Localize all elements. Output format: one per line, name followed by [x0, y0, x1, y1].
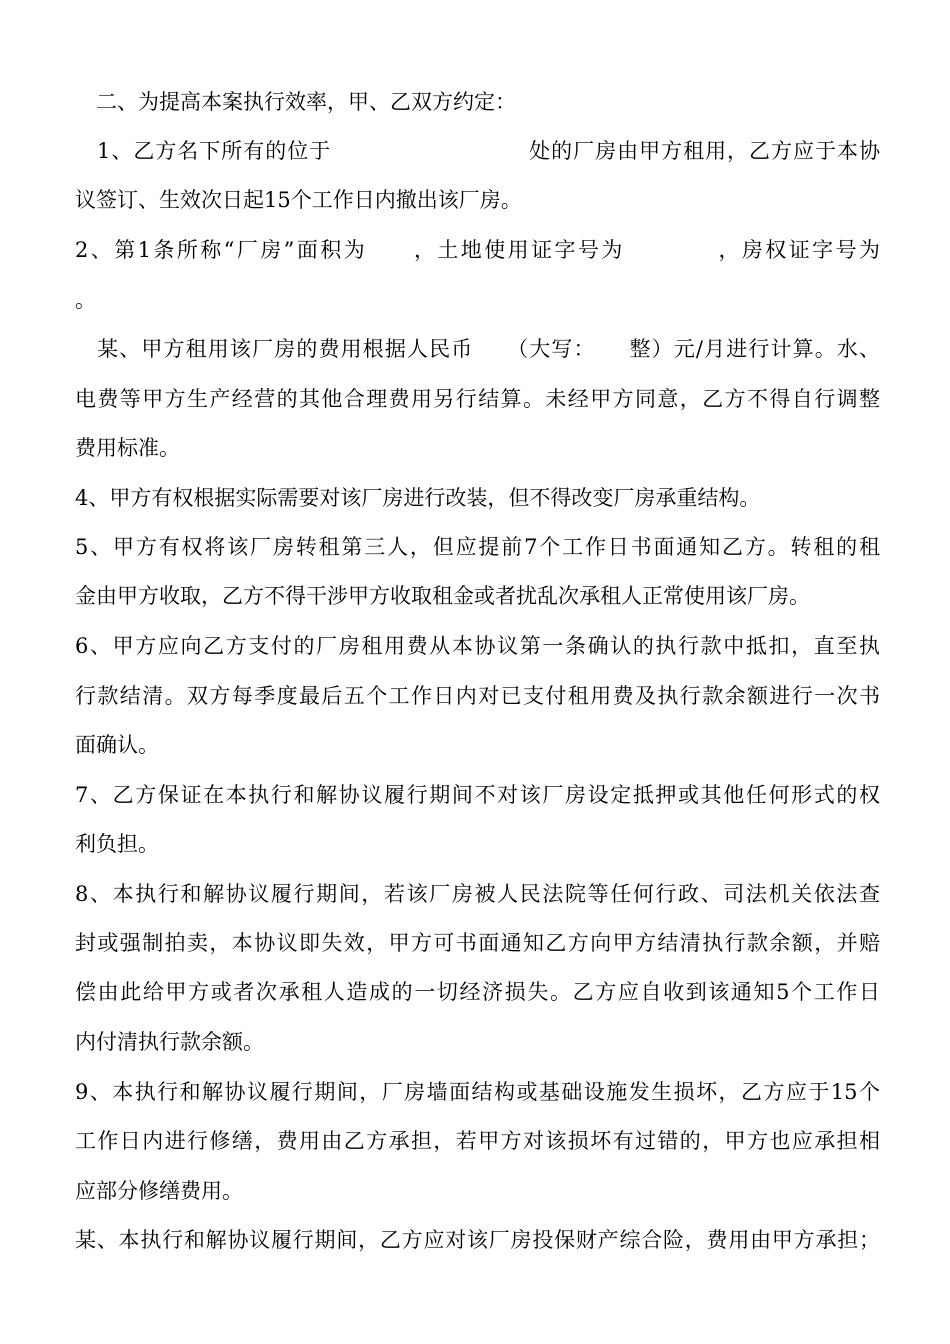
clause-6-line-2: 行款结清。双方每季度最后五个工作日内对已支付租用费及执行款余额进行一次书 — [75, 684, 880, 708]
clause-8-line-1: 8、本执行和解协议履行期间，若该厂房被人民法院等任何行政、司法机关依法查 — [75, 882, 880, 906]
clause-3-line-3: 费用标准。 — [75, 436, 180, 460]
section-heading: 二、为提高本案执行效率，甲、乙双方约定： — [75, 90, 516, 114]
clause-8-line-3: 偿由此给甲方或者次承租人造成的一切经济损失。乙方应自收到该通知5个工作日 — [75, 980, 880, 1004]
clause-2-line-2: 。 — [75, 288, 96, 312]
clause-9-line-3: 应部分修缮费用。 — [75, 1179, 243, 1203]
clause-8-line-4: 内付清执行款余额。 — [75, 1030, 264, 1054]
clause-5-line-1: 5、甲方有权将该厂房转租第三人，但应提前7个工作日书面通知乙方。转租的租 — [75, 535, 880, 559]
clause-7-line-2: 利负担。 — [75, 832, 159, 856]
clause-7-line-1: 7、乙方保证在本执行和解协议履行期间不对该厂房设定抵押或其他任何形式的权 — [75, 783, 880, 807]
clause-9-line-2: 工作日内进行修缮，费用由乙方承担，若甲方对该损坏有过错的，甲方也应承担相 — [75, 1129, 880, 1153]
clause-4-line-1: 4、甲方有权根据实际需要对该厂房进行改装，但不得改变厂房承重结构。 — [75, 486, 761, 510]
clause-6-line-3: 面确认。 — [75, 733, 159, 757]
clause-1-line-1: 1、乙方名下所有的位于 处的厂房由甲方租用，乙方应于本协 — [75, 139, 880, 163]
clause-8-line-2: 封或强制拍卖，本协议即失效，甲方可书面通知乙方向甲方结清执行款余额，并赔 — [75, 931, 880, 955]
clause-10-line-1: 某、本执行和解协议履行期间，乙方应对该厂房投保财产综合险，费用由甲方承担； — [75, 1228, 880, 1252]
clause-2-line-1: 2、第1条所称“厂房”面积为 ，土地使用证字号为 ，房权证字号为 — [75, 238, 880, 262]
clause-6-line-1: 6、甲方应向乙方支付的厂房租用费从本协议第一条确认的执行款中抵扣，直至执 — [75, 634, 880, 658]
clause-3-line-2: 电费等甲方生产经营的其他合理费用另行结算。未经甲方同意，乙方不得自行调整 — [75, 387, 880, 411]
clause-9-line-1: 9、本执行和解协议履行期间，厂房墙面结构或基础设施发生损坏，乙方应于15个 — [75, 1080, 880, 1104]
clause-5-line-2: 金由甲方收取，乙方不得干涉甲方收取租金或者扰乱次承租人正常使用该厂房。 — [75, 584, 810, 608]
clause-1-line-2: 议签订、生效次日起15个工作日内撤出该厂房。 — [75, 188, 522, 212]
clause-3-line-1: 某、甲方租用该厂房的费用根据人民币 （大写： 整）元/月进行计算。水、 — [75, 337, 880, 361]
